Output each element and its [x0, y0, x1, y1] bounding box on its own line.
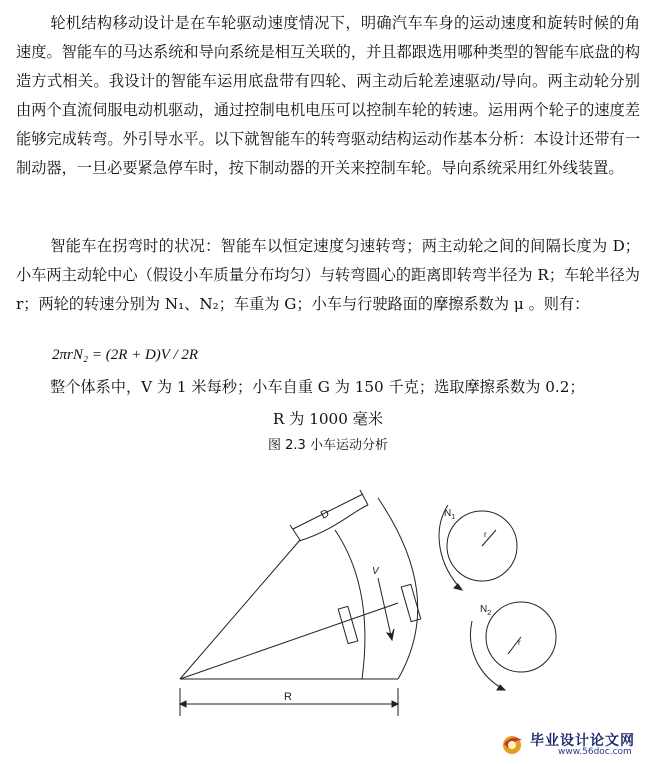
watermark-title: 毕业设计论文网	[530, 733, 635, 749]
r-arrow-right	[392, 701, 398, 707]
label-n2	[480, 604, 491, 617]
figure-caption: 图 2.3 小车运动分析	[268, 438, 388, 453]
inner-track-arc	[335, 530, 365, 679]
site-watermark[interactable]	[500, 730, 650, 758]
paragraph-turning-text: 智能车在拐弯时的状况：智能车以恒定速度匀速转弯；两主动轮之间的间隔长度为 D；小车两主动轮中心（假设小车质量分布均匀）与转弯圆心的距离即转弯半径为 R；车轮半径为 r；两轮的转速分别为 N₁、N₂；车重为 G；小车与行驶路面的摩擦系数为 μ 。则有：	[16, 237, 640, 313]
arc-top	[299, 505, 368, 541]
d-extension-right	[360, 490, 368, 505]
label-n1	[444, 508, 455, 521]
label-n1-letter: N	[444, 508, 452, 519]
label-r: R	[284, 691, 292, 703]
formula: 2πrN₂ = (2R + D)V / 2R	[52, 347, 199, 363]
watermark-url[interactable]: www.56doc.com	[558, 747, 632, 757]
inner-wheel	[338, 606, 358, 643]
label-d: D	[318, 507, 332, 522]
r-arrow-left	[180, 701, 186, 707]
label-n2-subscript: 2	[487, 610, 492, 617]
n2-rotation-arrow	[470, 621, 505, 690]
label-n2-letter: N	[480, 604, 488, 615]
label-v: V	[372, 566, 379, 577]
label-n1-subscript: 1	[451, 514, 456, 521]
label-r-n2: r	[518, 638, 521, 647]
radius-line: R 为 1000 毫米	[272, 410, 384, 428]
site-logo-icon	[500, 732, 526, 756]
d-extension-left	[290, 525, 300, 540]
parameters-text: 整个体系中，V 为 1 米每秒；小车自重 G 为 150 千克；选取摩擦系数为 0.2；	[50, 378, 585, 396]
n1-rotation-arrowhead	[454, 584, 462, 590]
label-r-n1: r	[484, 530, 487, 539]
paragraph-intro-text: 轮机结构移动设计是在车轮驱动速度情况下，明确汽车车身的运动速度和旋转时候的角速度。智能车的马达系统和导向系统是相互关联的，并且都跟选用哪种类型的智能车底盘的构造方式相关。我设计的智能车运用底盘带有四轮、两主动后轮差速驱动/导向。两主动轮分别由两个直流伺服电动机驱动，通过控制电机电压可以控制车轮的转速。运用两个轮子的速度差能够完成转弯。外引导水平。以下就智能车的转弯驱动结构运动作基本分析：本设计还带有一制动器，一旦必要紧急停车时，按下制动器的开关来控制车轮。导向系统采用红外线装置。	[16, 14, 640, 177]
velocity-arrowhead	[387, 629, 394, 640]
